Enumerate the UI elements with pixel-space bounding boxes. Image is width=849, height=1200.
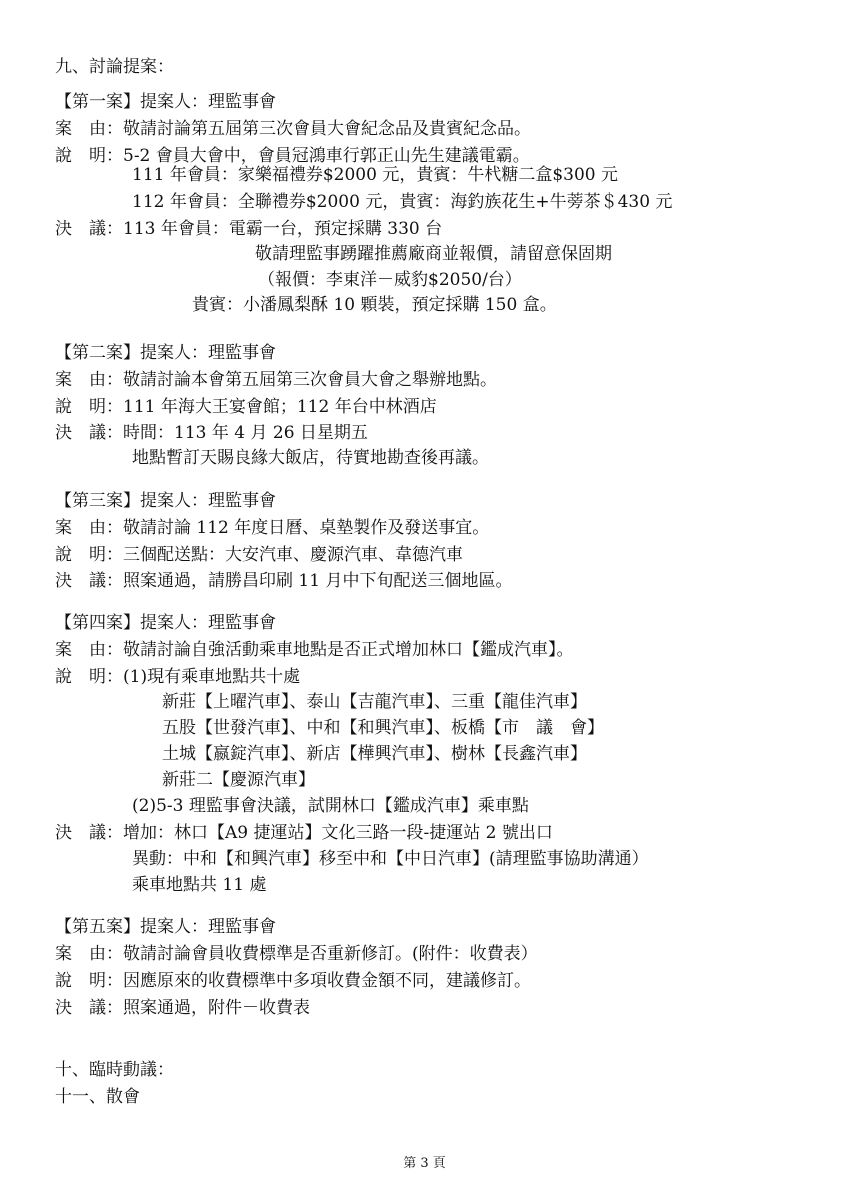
- proposal-explanation: 說 明：111 年海大王宴會館；112 年台中林酒店: [55, 397, 437, 417]
- pickup-location-line: 土城【嬴錠汽車】、新店【樺興汽車】、樹林【長鑫汽車】: [162, 744, 587, 764]
- proposal-detail-line: 地點暫訂天賜良緣大飯店，待實地勘查後再議。: [132, 448, 489, 468]
- pickup-location-line: 新莊二【慶源汽車】: [162, 770, 315, 790]
- proposal-detail-line: 異動：中和【和興汽車】移至中和【中日汽車】(請理監事協助溝通）: [132, 849, 649, 869]
- proposal-resolution: 決 議：113 年會員：電霸一台，預定採購 330 台: [55, 219, 443, 239]
- pickup-location-line: 新莊【上曜汽車】、泰山【吉龍汽車】、三重【龍佳汽車】: [162, 692, 587, 712]
- proposal-header: 【第二案】提案人：理監事會: [55, 343, 276, 363]
- proposal-subject: 案 由：敬請討論第五屆第三次會員大會紀念品及貴賓紀念品。: [55, 119, 531, 139]
- proposal-subject: 案 由：敬請討論自強活動乘車地點是否正式增加林口【鑑成汽車】。: [55, 640, 574, 660]
- proposal-resolution: 決 議：照案通過，請勝昌印刷 11 月中下旬配送三個地區。: [55, 571, 513, 591]
- proposal-resolution: 決 議：增加：林口【A9 捷運站】文化三路一段-捷運站 2 號出口: [55, 823, 553, 843]
- proposal-explanation: 說 明：5-2 會員大會中，會員冠鴻車行郭正山先生建議電霸。: [55, 146, 530, 166]
- proposal-header: 【第四案】提案人：理監事會: [55, 613, 276, 633]
- page-number: 第 3 頁: [403, 1156, 446, 1171]
- proposal-header: 【第一案】提案人：理監事會: [55, 92, 276, 112]
- proposal-detail-line: 敬請理監事踴躍推薦廠商並報價，請留意保固期: [255, 244, 612, 264]
- proposal-explanation: 說 明：因應原來的收費標準中多項收費金額不同，建議修訂。: [55, 971, 531, 991]
- proposal-detail-line: (2)5-3 理監事會決議，試開林口【鑑成汽車】乘車點: [132, 796, 529, 816]
- proposal-header: 【第三案】提案人：理監事會: [55, 491, 276, 511]
- proposal-detail-line: 112 年會員：全聯禮券$2000 元，貴賓：海釣族花生+牛蒡茶＄430 元: [132, 192, 673, 212]
- section-11-heading: 十一、散會: [55, 1087, 140, 1107]
- proposal-detail-line: 乘車地點共 11 處: [132, 875, 267, 895]
- proposal-subject: 案 由：敬請討論本會第五屆第三次會員大會之舉辦地點。: [55, 370, 497, 390]
- proposal-subject: 案 由：敬請討論 112 年度日曆、桌墊製作及發送事宜。: [55, 518, 490, 538]
- proposal-detail-line: 111 年會員：家樂福禮券$2000 元，貴賓：牛杙糖二盒$300 元: [132, 165, 619, 185]
- proposal-explanation: 說 明：(1)現有乘車地點共十處: [55, 667, 301, 687]
- section-10-heading: 十、臨時動議：: [55, 1060, 174, 1080]
- proposal-detail-line: 貴賓：小潘鳳梨酥 10 顆裝，預定採購 150 盒。: [192, 295, 557, 315]
- pickup-location-line: 五股【世發汽車】、中和【和興汽車】、板橋【市 議 會】: [162, 718, 604, 738]
- proposal-detail-line: （報價：李東洋－威豹$2050/台）: [258, 270, 522, 290]
- section-9-heading: 九、討論提案：: [55, 57, 174, 77]
- proposal-resolution: 決 議：照案通過，附件－收費表: [55, 998, 310, 1018]
- proposal-header: 【第五案】提案人：理監事會: [55, 917, 276, 937]
- proposal-subject: 案 由：敬請討論會員收費標準是否重新修訂。(附件：收費表）: [55, 944, 538, 964]
- proposal-resolution: 決 議：時間：113 年 4 月 26 日星期五: [55, 423, 368, 443]
- proposal-explanation: 說 明：三個配送點：大安汽車、慶源汽車、韋德汽車: [55, 545, 463, 565]
